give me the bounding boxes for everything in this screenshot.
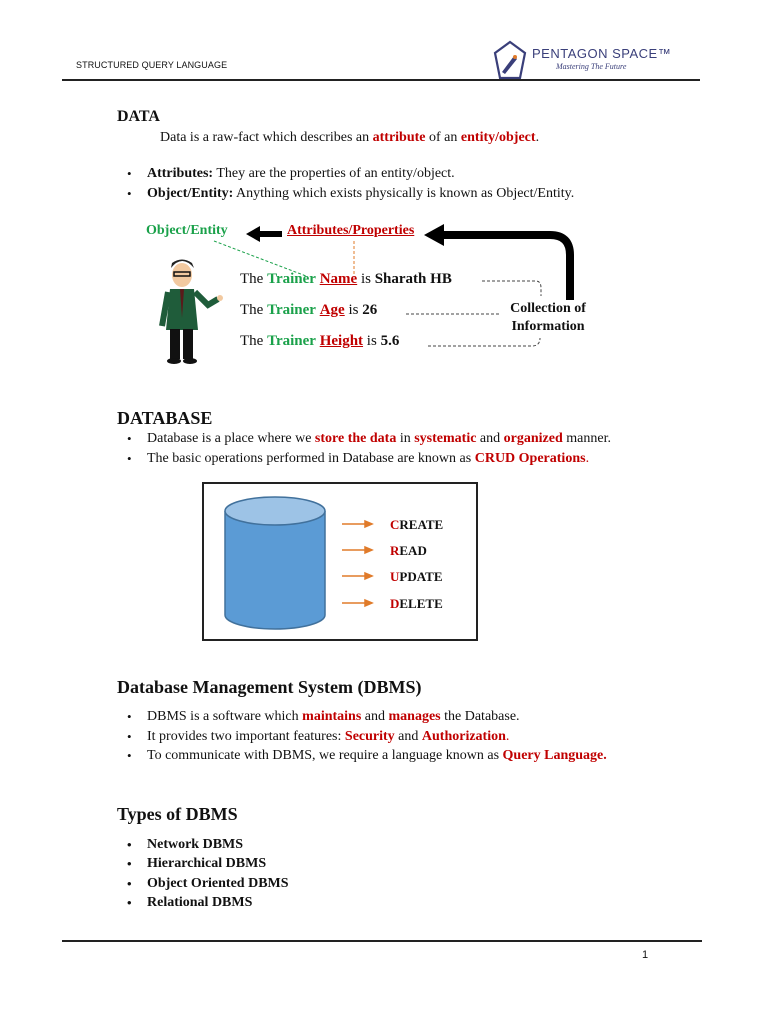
list-item: • DBMS is a software which maintains and manages the Database.	[147, 709, 520, 725]
arrow-left-small-icon	[246, 226, 282, 242]
heading-types-of-dbms: Types of DBMS	[117, 804, 238, 824]
document-title: STRUCTURED QUERY LANGUAGE	[76, 60, 228, 70]
list-item: • Attributes: They are the properties of an entity/object.	[147, 166, 455, 182]
list-item: • Network DBMS	[147, 837, 243, 853]
database-cylinder-icon	[225, 497, 325, 629]
label-attributes-properties: Attributes/Properties	[287, 223, 415, 238]
label-object-entity: Object/Entity	[146, 223, 228, 238]
list-item: • Database is a place where we store the data in systematic and organized manner.	[147, 431, 611, 447]
collection-of-information-label: Collection of Information	[510, 301, 586, 334]
arrow-right-icon	[342, 521, 372, 606]
crud-read: READ	[390, 543, 427, 558]
list-item: • To communicate with DBMS, we require a language known as Query Language.	[147, 748, 607, 764]
list-item: • It provides two important features: Security and Authorization.	[147, 729, 509, 745]
brand-name: PENTAGON SPACE™	[532, 46, 672, 61]
trainer-sentence-name: The Trainer Name is Sharath HB	[240, 271, 452, 287]
footer-divider	[62, 940, 702, 942]
data-definition: Data is a raw-fact which describes an attribute of an entity/object.	[160, 130, 540, 145]
list-item: • Object Oriented DBMS	[147, 876, 289, 892]
crud-delete: DELETE	[390, 596, 443, 611]
trainer-illustration	[162, 260, 223, 365]
heading-dbms: Database Management System (DBMS)	[117, 677, 422, 697]
trainer-sentence-height: The Trainer Height is 5.6	[240, 333, 400, 349]
list-item: • Relational DBMS	[147, 895, 252, 911]
crud-update: UPDATE	[390, 569, 443, 584]
curved-arrow-icon	[424, 224, 570, 300]
trainer-sentence-age: The Trainer Age is 26	[240, 302, 378, 318]
crud-diagram	[202, 482, 478, 641]
list-item: • Object/Entity: Anything which exists physically is known as Object/Entity.	[147, 186, 574, 202]
list-item: • Hierarchical DBMS	[147, 856, 266, 872]
page-number: 1	[642, 949, 649, 961]
brand-tagline: Mastering The Future	[556, 62, 627, 71]
heading-data: DATA	[117, 108, 160, 125]
heading-database: DATABASE	[117, 408, 213, 428]
crud-create: CREATE	[390, 517, 444, 532]
list-item: • The basic operations performed in Database are known as CRUD Operations.	[147, 451, 589, 467]
